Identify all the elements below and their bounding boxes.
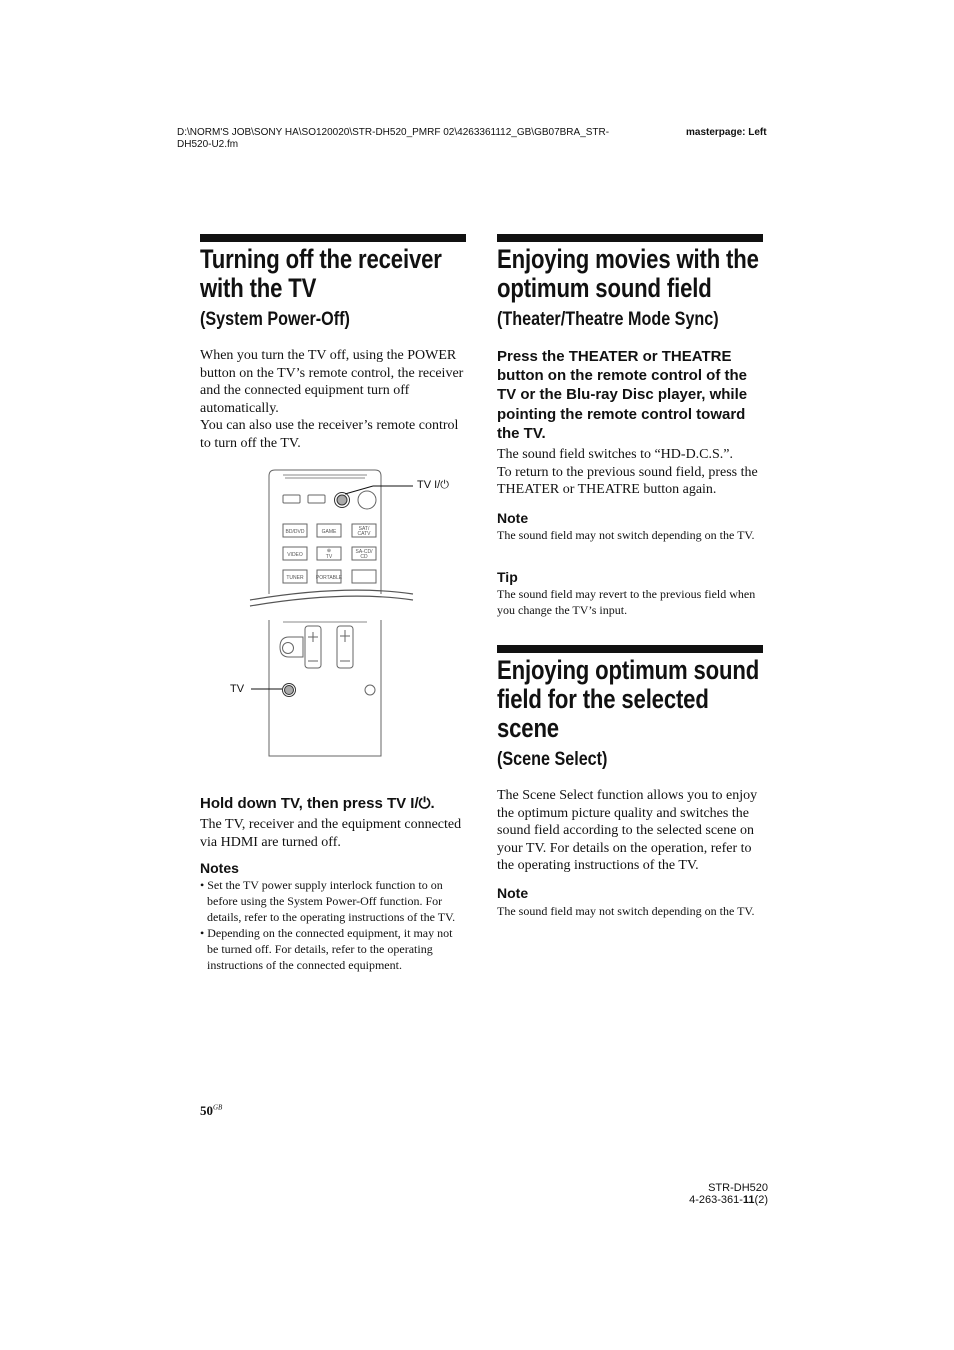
right-s1-note-heading: Note (497, 510, 529, 526)
right-s1-body (497, 446, 763, 499)
callout-tv-power-label: TV I/⏻ (417, 479, 449, 491)
left-title-line-2: with the TV (200, 273, 317, 303)
right-s2-title-line-2: field for the selected (497, 684, 709, 714)
right-s2-note: The sound field may not switch depending on the TV. (497, 904, 755, 918)
right-s2-title-line-1: Enjoying optimum sound (497, 655, 760, 685)
masterpage-label: masterpage: Left (686, 127, 767, 138)
left-title-line-1: Turning off the receiver (200, 244, 442, 274)
model-info (640, 1182, 768, 1206)
svg-text:TV: TV (325, 554, 333, 560)
right-s1-tip: The sound field may revert to the previous field when you change the TV’s input. (497, 587, 756, 617)
callout-tv-label: TV (230, 683, 245, 695)
left-section-subtitle: (System Power-Off) (200, 309, 350, 330)
svg-text:CATV: CATV (357, 531, 371, 537)
button-tuner: TUNER (286, 575, 304, 581)
button-portable: PORTABLE (315, 575, 343, 581)
button-game: GAME (321, 529, 337, 535)
right-section-1-subtitle: (Theater/Theatre Mode Sync) (497, 309, 719, 330)
note-item: • Depending on the connected equipment, it may not be turned off. For details, refer to the operating instructions of the connected equipment. (200, 926, 453, 972)
svg-text:CD: CD (360, 554, 368, 560)
remote-control-illustration (225, 466, 465, 762)
right-s1-note: The sound field may not switch depending on the TV. (497, 528, 755, 542)
button-tv-input: ⊕ (326, 548, 332, 554)
right-s1-tip-heading: Tip (497, 569, 518, 585)
left-intro-paragraph-2: You can also use the receiver’s remote control to turn off the TV. (200, 418, 459, 451)
left-instruction-body: The TV, receiver and the equipment connected via HDMI are turned off. (200, 817, 462, 850)
right-s1-body-paragraph-1: The sound field switches to “HD-D.C.S.”. (497, 447, 734, 462)
right-s2-note-heading: Note (497, 885, 529, 901)
button-video: VIDEO (287, 552, 303, 558)
right-section-2-subtitle: (Scene Select) (497, 749, 608, 770)
page-number: $50^{GB}$ (200, 1103, 223, 1118)
model-code: 4-263-361-11(2) (689, 1194, 768, 1206)
left-notes-heading: Notes (200, 860, 239, 876)
file-path-line-2: DH520-U2.fm (177, 139, 239, 150)
left-notes-list (200, 877, 466, 973)
section-rule-left (200, 234, 466, 242)
button-bd-dvd: BD/DVD (285, 529, 305, 535)
right-s2-title-line-3: scene (497, 713, 559, 743)
right-s2-body: The Scene Select function allows you to enjoy the optimum picture quality and switches the sound field according to the selected scene on your TV. For details on the operation, refer to the operating instructions of the TV. (497, 788, 758, 874)
file-path (177, 127, 667, 151)
right-section-1-title (497, 245, 816, 303)
remote-control-figure (225, 466, 465, 762)
left-instruction: Hold down TV, then press TV I/⏻. (200, 795, 435, 812)
button-sacd-cd: SA-CD/ (355, 549, 373, 555)
left-section-title (200, 245, 495, 303)
left-intro-paragraph-1: When you turn the TV off, using the POWER button on the TV’s remote control, the receiver and the connected equipment turn off automatically. (200, 348, 464, 416)
section-rule-right-2 (497, 645, 763, 653)
right-s1-body-paragraph-2: To return to the previous sound field, press the THEATER or THEATRE button again. (497, 464, 758, 498)
right-s1-title-line-2: optimum sound field (497, 273, 712, 303)
note-item: • Set the TV power supply interlock function to on before using the System Power-Off function. For details, refer to the operating instructions of the TV. (200, 878, 456, 924)
file-path-line-1: D:\NORM'S JOB\SONY HA\SO120020\STR-DH520_PMRF 02\4263361112_GB\GB07BRA_STR- (177, 127, 610, 138)
button-sat-catv: SAT/ (358, 526, 370, 532)
model-name: STR-DH520 (708, 1182, 768, 1194)
right-s1-title-line-1: Enjoying movies with the (497, 244, 759, 274)
left-intro (200, 347, 466, 453)
right-s1-instruction: Press the THEATER or THEATRE button on the remote control of the TV or the Blu-ray Disc player, while pointing the remote control toward the TV. (497, 348, 748, 442)
section-rule-right-1 (497, 234, 763, 242)
right-section-2-title (497, 656, 817, 743)
